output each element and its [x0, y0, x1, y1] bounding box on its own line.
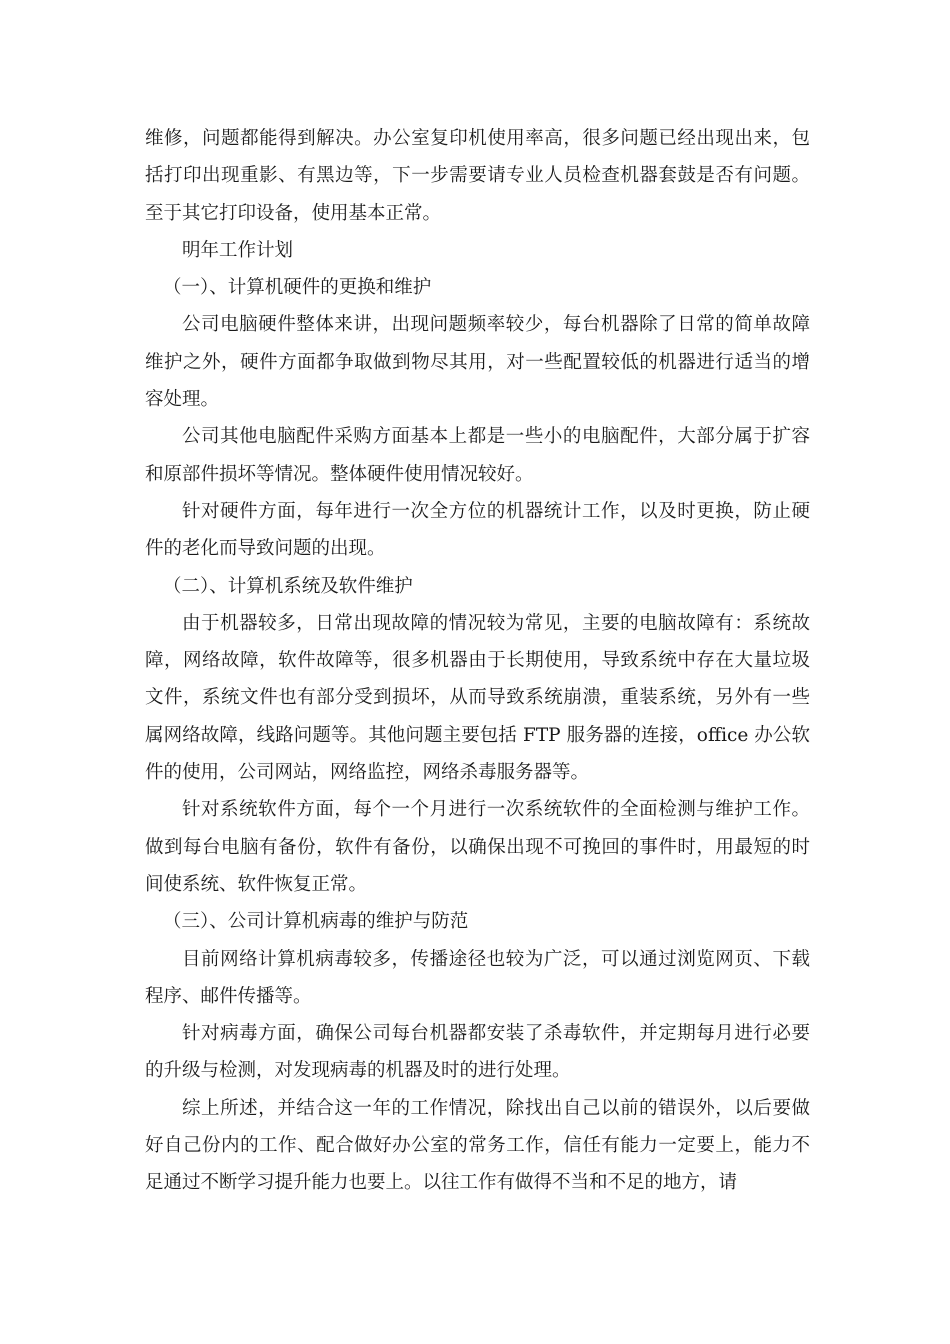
paragraph-software-faults: 由于机器较多，日常出现故障的情况较为常见，主要的电脑故障有：系统故障，网络故障，软件故障等，很多机器由于长期使用，导致系统中存在大量垃圾文件，系统文件也有部分受到损坏，从而导致系统崩溃，重装系统，另外有一些属网络故障，线路问题等。其他问题主要包括 FTP 服务器的连接，office 办公软件的使用，公司网站，网络监控，网络杀毒服务器等。: [145, 612, 810, 784]
paragraph-software-plan: 针对系统软件方面，每个一个月进行一次系统软件的全面检测与维护工作。做到每台电脑有备份，软件有备份，以确保出现不可挽回的事件时，用最短的时间使系统、软件恢复正常。: [145, 799, 810, 895]
paragraph-virus-plan: 针对病毒方面，确保公司每台机器都安装了杀毒软件，并定期每月进行必要的升级与检测，对发现病毒的机器及时的进行处理。: [145, 1023, 810, 1082]
paragraph-hardware-parts: 公司其他电脑配件采购方面基本上都是一些小的电脑配件，大部分属于扩容和原部件损坏等情况。整体硬件使用情况较好。: [145, 426, 810, 485]
paragraph-hardware-plan: 针对硬件方面，每年进行一次全方位的机器统计工作，以及时更换，防止硬件的老化而导致问题的出现。: [145, 500, 810, 560]
paragraph-virus-spread: 目前网络计算机病毒较多，传播途径也较为广泛，可以通过浏览网页、下载程序、邮件传播等。: [145, 948, 810, 1007]
section-heading-next-year-plan: 明年工作计划: [182, 239, 294, 261]
paragraph-summary: 综上所述，并结合这一年的工作情况，除找出自己以前的错误外，以后要做好自己份内的工作、配合做好办公室的常务工作，信任有能力一定要上，能力不足通过不断学习提升能力也要上。以往工作有做得不当和不足的地方，请: [145, 1097, 810, 1194]
subsection-heading-virus: （三）、公司计算机病毒的维护与防范: [163, 911, 469, 933]
paragraph-hardware-overview: 公司电脑硬件整体来讲，出现问题频率较少，每台机器除了日常的简单故障维护之外，硬件方面都争取做到物尽其用，对一些配置较低的机器进行适当的增容处理。: [145, 314, 810, 411]
paragraph-printer-maintenance: 维修，问题都能得到解决。办公室复印机使用率高，很多问题已经出现出来，包括打印出现重影、有黑边等，下一步需要请专业人员检查机器套鼓是否有问题。至于其它打印设备，使用基本正常。: [145, 128, 810, 224]
document-body: [145, 120, 810, 1202]
subsection-heading-hardware: （一）、计算机硬件的更换和维护: [163, 277, 432, 299]
subsection-heading-software: （二）、计算机系统及软件维护: [163, 575, 413, 597]
